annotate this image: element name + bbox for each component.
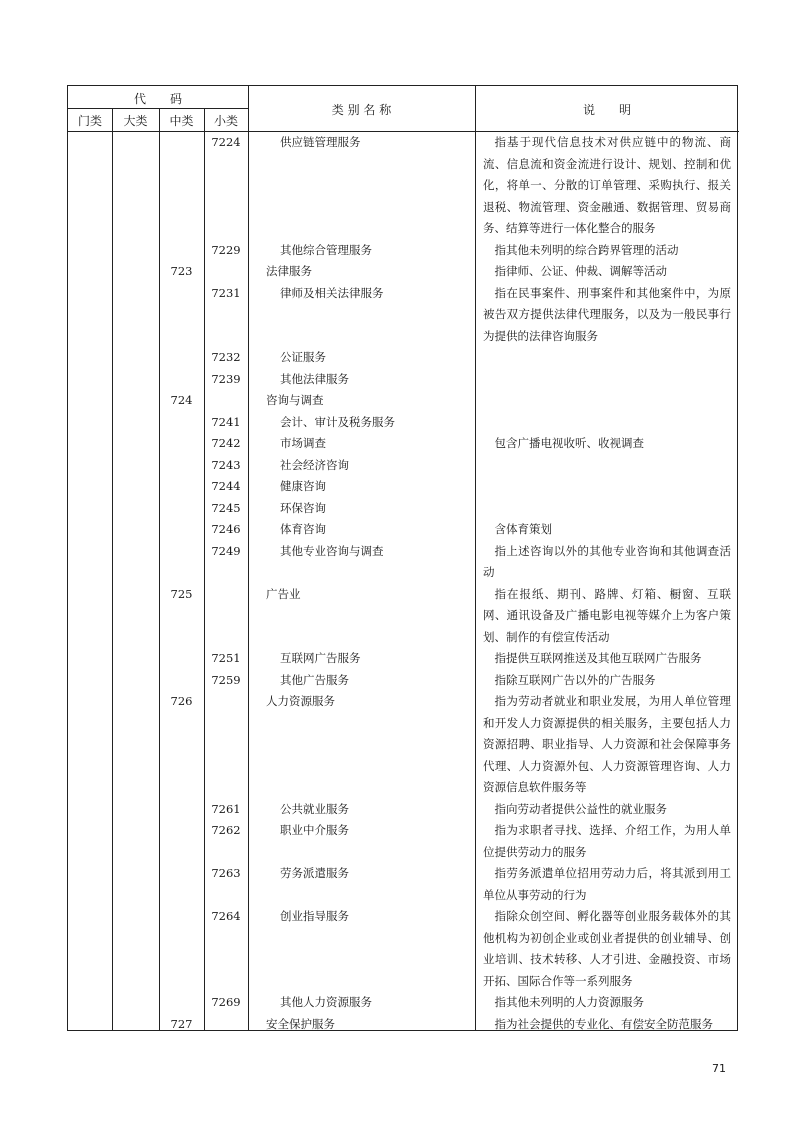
- small-class-code: 7249: [211, 543, 241, 558]
- category-description: 指其他未列明的人力资源服务: [494, 995, 644, 1009]
- table-row: [68, 132, 739, 240]
- small-class-code: 7259: [211, 672, 241, 687]
- category-name: 人力资源服务: [266, 694, 335, 708]
- category-name: 创业指导服务: [280, 909, 349, 923]
- category-name: 市场调查: [280, 436, 326, 450]
- table-row: [68, 584, 739, 649]
- category-description: 指在报纸、期刊、路牌、灯箱、橱窗、互联网、通讯设备及广播电影电视等媒介上为客户策划、制作的有偿宣传活动: [483, 586, 731, 644]
- header-subdivider: [68, 108, 248, 109]
- small-class-code: 7269: [211, 995, 241, 1009]
- category-name: 会计、审计及税务服务: [280, 414, 395, 429]
- header-description: 说 明: [582, 103, 631, 117]
- category-name: 其他广告服务: [280, 672, 349, 687]
- category-description: 包含广播电视收听、收视调查: [494, 436, 644, 450]
- table-row: [68, 648, 739, 670]
- small-class-code: 7231: [211, 285, 241, 300]
- category-name: 社会经济咨询: [280, 457, 349, 472]
- small-class-code: 7242: [211, 436, 241, 450]
- table-row: [68, 433, 739, 455]
- table-row: [68, 906, 739, 992]
- category-description: 指上述咨询以外的其他专业咨询和其他调查活动: [483, 543, 731, 579]
- middle-class-code: 724: [170, 393, 193, 407]
- category-description: 指律师、公证、仲裁、调解等活动: [494, 264, 667, 278]
- table-row: [68, 390, 739, 412]
- header-code-col-major: 大类: [123, 114, 148, 128]
- category-description: 指其他未列明的综合跨界管理的活动: [494, 242, 679, 257]
- category-description: 指基于现代信息技术对供应链中的物流、商流、信息流和资金流进行设计、规划、控制和优化，将单一、分散的订单管理、采购执行、报关退税、物流管理、资金融通、数据管理、贸易商务、结算等进行一体化整合的服务: [483, 135, 731, 235]
- small-class-code: 7262: [211, 823, 241, 837]
- category-name: 其他专业咨询与调查: [280, 543, 384, 558]
- table-row: [68, 240, 739, 262]
- table-row: [68, 863, 739, 906]
- small-class-code: 7264: [211, 909, 241, 923]
- category-description: 指劳务派遣单位招用劳动力后，将其派到用工单位从事劳动的行为: [483, 866, 731, 902]
- middle-class-code: 723: [170, 264, 193, 278]
- table-row: [68, 412, 739, 434]
- category-description: 指提供互联网推送及其他互联网广告服务: [494, 651, 702, 665]
- category-name: 其他法律服务: [280, 371, 349, 386]
- table-row: [68, 1014, 739, 1036]
- category-name: 其他人力资源服务: [280, 995, 372, 1009]
- category-name: 安全保护服务: [266, 1016, 335, 1031]
- table-row: [68, 992, 739, 1014]
- category-name: 律师及相关法律服务: [280, 285, 384, 300]
- table-row: [68, 799, 739, 821]
- middle-class-code: 726: [170, 694, 193, 708]
- header-code-col-small: 小类: [213, 114, 238, 128]
- small-class-code: 7224: [211, 135, 241, 149]
- small-class-code: 7261: [211, 801, 241, 816]
- header-code-col-door: 门类: [77, 114, 102, 128]
- small-class-code: 7246: [211, 522, 241, 536]
- table-row: [68, 820, 739, 863]
- category-name: 供应链管理服务: [280, 135, 361, 149]
- table-row: [68, 498, 739, 520]
- small-class-code: 7239: [211, 371, 241, 386]
- table-row: [68, 691, 739, 799]
- small-class-code: 7229: [211, 242, 241, 257]
- category-description: 指除众创空间、孵化器等创业服务载体外的其他机构为初创企业或创业者提供的创业辅导、创业培训、技术转移、人才引进、金融投资、市场开拓、国际合作等一系列服务: [483, 909, 731, 988]
- table-row: [68, 519, 739, 541]
- table-row: [68, 670, 739, 692]
- page-number: 71: [712, 1062, 726, 1075]
- category-name: 法律服务: [266, 264, 312, 278]
- category-name: 广告业: [266, 586, 301, 601]
- small-class-code: 7245: [211, 500, 241, 515]
- category-name: 其他综合管理服务: [280, 242, 372, 257]
- small-class-code: 7243: [211, 457, 241, 472]
- category-description: 指除互联网广告以外的广告服务: [494, 672, 656, 687]
- classification-table: [67, 85, 738, 1031]
- table-row: [68, 347, 739, 369]
- category-description: 指在民事案件、刑事案件和其他案件中，为原被告双方提供法律代理服务，以及为一般民事行为提供的法律咨询服务: [483, 285, 731, 343]
- table-row: [68, 455, 739, 477]
- category-name: 职业中介服务: [280, 823, 349, 837]
- category-description: 指向劳动者提供公益性的就业服务: [494, 801, 667, 816]
- small-class-code: 7232: [211, 350, 241, 364]
- category-name: 互联网广告服务: [280, 651, 361, 665]
- category-description: 指为社会提供的专业化、有偿安全防范服务: [494, 1016, 713, 1031]
- table-row: [68, 541, 739, 584]
- header-category-name: 类 别 名 称: [331, 103, 392, 117]
- category-description: 指为劳动者就业和职业发展，为用人单位管理和开发人力资源提供的相关服务，主要包括人力资源招聘、职业指导、人力资源和社会保障事务代理、人力资源外包、人力资源管理咨询、人力资源信息软件服务等: [483, 694, 731, 794]
- small-class-code: 7244: [211, 479, 241, 493]
- small-class-code: 7251: [211, 651, 241, 665]
- category-name: 咨询与调查: [266, 393, 324, 407]
- table-row: [68, 261, 739, 283]
- header-code-group: 代 码: [133, 92, 182, 106]
- category-description: 含体育策划: [494, 522, 552, 536]
- table-row: [68, 476, 739, 498]
- category-description: 指为求职者寻找、选择、介绍工作，为用人单位提供劳动力的服务: [483, 823, 731, 859]
- category-name: 体育咨询: [280, 522, 326, 536]
- category-name: 公共就业服务: [280, 801, 349, 816]
- table-row: [68, 283, 739, 348]
- category-name: 环保咨询: [280, 500, 326, 515]
- middle-class-code: 727: [170, 1016, 193, 1031]
- small-class-code: 7263: [211, 866, 241, 880]
- category-name: 劳务派遣服务: [280, 866, 349, 880]
- category-name: 健康咨询: [280, 479, 326, 493]
- header-code-col-middle: 中类: [169, 114, 194, 128]
- middle-class-code: 725: [170, 586, 193, 601]
- table-row: [68, 369, 739, 391]
- category-name: 公证服务: [280, 350, 326, 364]
- small-class-code: 7241: [211, 414, 241, 429]
